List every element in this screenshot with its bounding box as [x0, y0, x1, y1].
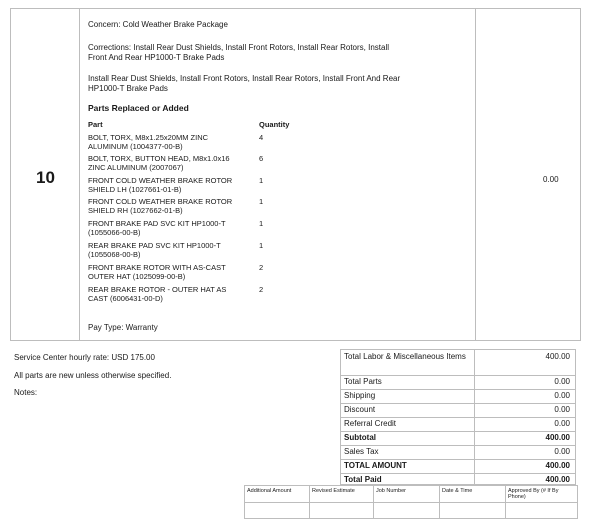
- part-name: [88, 219, 253, 237]
- part-name-line-2: ALUMINUM (1004377-00-B): [88, 142, 183, 151]
- part-name-line-1: REAR BRAKE ROTOR - OUTER HAT AS: [88, 285, 227, 294]
- parts-title: Parts Replaced or Added: [88, 103, 189, 113]
- summary-value: 400.00: [545, 475, 570, 484]
- work-line-2: HP1000-T Brake Pads: [88, 84, 168, 93]
- part-quantity: 1: [259, 219, 264, 228]
- hourly-rate: Service Center hourly rate: USD 175.00: [14, 353, 155, 362]
- part-quantity: 1: [259, 241, 264, 250]
- signature-col-divider: [309, 485, 310, 519]
- signature-col-divider: [373, 485, 374, 519]
- summary-value: 400.00: [545, 352, 570, 361]
- part-name: [88, 197, 253, 215]
- part-quantity: 2: [259, 285, 264, 294]
- summary-row: [340, 473, 576, 485]
- pay-type: Pay Type: Warranty: [88, 323, 158, 332]
- summary-value: 0.00: [554, 419, 570, 428]
- part-quantity: 1: [259, 197, 264, 206]
- summary-value: 0.00: [554, 447, 570, 456]
- summary-label: Total Labor & Miscellaneous Items: [344, 352, 466, 361]
- summary-value: 400.00: [545, 461, 570, 470]
- part-quantity: 1: [259, 176, 264, 185]
- summary-value: 400.00: [545, 433, 570, 442]
- part-name-line-2: (1055066-00-B): [88, 228, 141, 237]
- summary-value: 0.00: [554, 405, 570, 414]
- part-quantity: 2: [259, 263, 264, 272]
- summary-row: [340, 459, 576, 473]
- summary-label: Sales Tax: [344, 447, 379, 456]
- part-name: [88, 154, 253, 172]
- summary-label: TOTAL AMOUNT: [344, 461, 407, 470]
- signature-header-cell: Date & Time: [442, 488, 473, 494]
- part-name-line-1: FRONT BRAKE ROTOR WITH AS-CAST: [88, 263, 226, 272]
- part-name-line-2: ZINC ALUMINUM (2007067): [88, 163, 184, 172]
- summary-row: [340, 431, 576, 445]
- summary-value: 0.00: [554, 377, 570, 386]
- part-name-line-1: FRONT COLD WEATHER BRAKE ROTOR: [88, 197, 233, 206]
- signature-col-divider: [505, 485, 506, 519]
- signature-header-divider: [244, 502, 578, 503]
- part-quantity: 6: [259, 154, 264, 163]
- part-name-line-2: SHIELD LH (1027661-01-B): [88, 185, 182, 194]
- part-name-line-1: BOLT, TORX, BUTTON HEAD, M8x1.0x16: [88, 154, 230, 163]
- signature-header-cell: Additional Amount: [247, 488, 292, 494]
- concern-text: Concern: Cold Weather Brake Package: [88, 20, 228, 29]
- signature-header-cell: Job Number: [376, 488, 406, 494]
- summary-row: [340, 417, 576, 431]
- summary-label: Total Parts: [344, 377, 382, 386]
- line-item-number: 10: [36, 168, 55, 187]
- summary-label: Subtotal: [344, 433, 376, 442]
- col-divider-right: [475, 8, 476, 341]
- corrections-line-2: Front And Rear HP1000-T Brake Pads: [88, 53, 225, 62]
- part-name-line-1: REAR BRAKE PAD SVC KIT HP1000-T: [88, 241, 221, 250]
- signature-header-cell: Approved By (# If By Phone): [508, 488, 559, 500]
- part-name-line-1: FRONT COLD WEATHER BRAKE ROTOR: [88, 176, 233, 185]
- summary-label: Referral Credit: [344, 419, 397, 428]
- signature-header-cell: Revised Estimate: [312, 488, 355, 494]
- summary-label: Total Paid: [344, 475, 382, 484]
- corrections-line-1: Corrections: Install Rear Dust Shields, Install Front Rotors, Install Rear Rotors, Install: [88, 43, 389, 52]
- part-name-line-1: FRONT BRAKE PAD SVC KIT HP1000-T: [88, 219, 226, 228]
- summary-row: [340, 375, 576, 389]
- part-name-line-1: BOLT, TORX, M8x1.25x20MM ZINC: [88, 133, 209, 142]
- summary-label: Discount: [344, 405, 376, 414]
- work-line-1: Install Rear Dust Shields, Install Front Rotors, Install Rear Rotors, Install Front And Rear: [88, 74, 401, 83]
- part-name-line-2: SHIELD RH (1027662-01-B): [88, 206, 183, 215]
- part-quantity: 4: [259, 133, 264, 142]
- part-name: [88, 263, 253, 281]
- signature-col-divider: [439, 485, 440, 519]
- summary-value: 0.00: [554, 391, 570, 400]
- part-name-line-2: OUTER HAT (1025099-00-B): [88, 272, 186, 281]
- summary-row: [340, 403, 576, 417]
- parts-col-quantity: Quantity: [259, 120, 290, 129]
- part-name: [88, 133, 253, 151]
- parts-note: All parts are new unless otherwise specified.: [14, 371, 172, 380]
- part-name: [88, 176, 253, 194]
- part-name-line-2: (1055068-00-B): [88, 250, 141, 259]
- summary-row: [340, 389, 576, 403]
- part-name: [88, 241, 253, 259]
- summary-row: [340, 445, 576, 459]
- part-name: [88, 285, 253, 303]
- col-divider-left: [79, 8, 80, 341]
- parts-col-part: Part: [88, 120, 103, 129]
- part-name-line-2: CAST (6006431-00-D): [88, 294, 163, 303]
- line-item-amount: 0.00: [543, 175, 559, 184]
- notes-label: Notes:: [14, 388, 38, 397]
- summary-label: Shipping: [344, 391, 376, 400]
- summary-row: [340, 350, 576, 375]
